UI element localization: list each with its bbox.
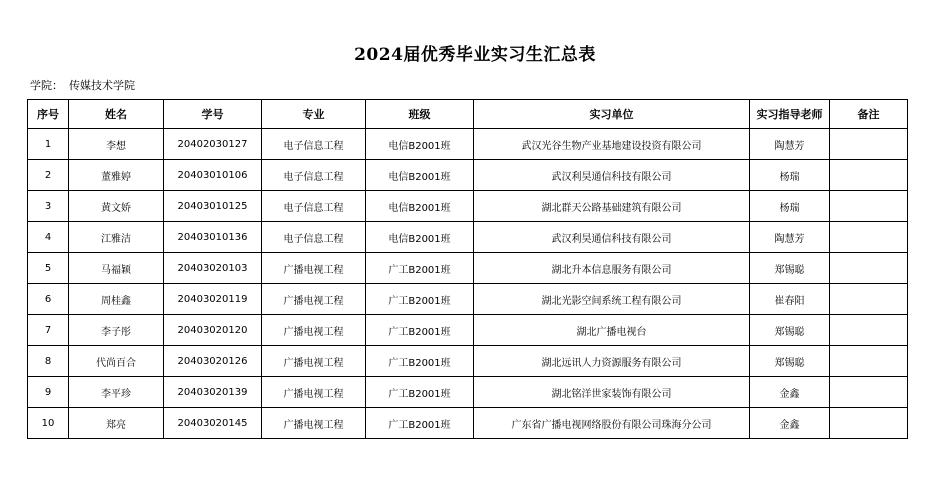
cell-supervisor: 崔春阳 [750, 284, 830, 315]
cell-student-id: 20403020126 [164, 346, 262, 377]
cell-name: 董雅婷 [69, 160, 164, 191]
cell-remarks [830, 160, 908, 191]
cell-class: 广工B2001班 [366, 408, 474, 439]
cell-student-id: 20403010125 [164, 191, 262, 222]
cell-major: 广播电视工程 [262, 408, 366, 439]
cell-student-id: 20403020120 [164, 315, 262, 346]
table-row [28, 222, 908, 253]
table-row [28, 284, 908, 315]
cell-name: 马福颖 [69, 253, 164, 284]
cell-index: 7 [28, 315, 69, 346]
cell-index: 6 [28, 284, 69, 315]
college-label: 学院： [30, 79, 63, 92]
cell-name: 郑亮 [69, 408, 164, 439]
cell-major: 广播电视工程 [262, 253, 366, 284]
table-row [28, 346, 908, 377]
cell-remarks [830, 315, 908, 346]
cell-student-id: 20403020119 [164, 284, 262, 315]
cell-name: 黄文娇 [69, 191, 164, 222]
cell-supervisor: 郑锡聪 [750, 253, 830, 284]
table-row [28, 253, 908, 284]
table-row [28, 315, 908, 346]
cell-index: 4 [28, 222, 69, 253]
cell-remarks [830, 191, 908, 222]
cell-major: 广播电视工程 [262, 377, 366, 408]
table-row [28, 408, 908, 439]
cell-class: 广工B2001班 [366, 346, 474, 377]
cell-company: 武汉利昊通信科技有限公司 [474, 160, 750, 191]
cell-remarks [830, 377, 908, 408]
college-line [30, 77, 135, 93]
table-row [28, 191, 908, 222]
cell-class: 电信B2001班 [366, 222, 474, 253]
cell-major: 电子信息工程 [262, 222, 366, 253]
cell-company: 湖北铭洋世家装饰有限公司 [474, 377, 750, 408]
cell-index: 2 [28, 160, 69, 191]
cell-company: 湖北光影空间系统工程有限公司 [474, 284, 750, 315]
cell-class: 电信B2001班 [366, 129, 474, 160]
cell-student-id: 20403020139 [164, 377, 262, 408]
cell-remarks [830, 253, 908, 284]
cell-name: 周桂鑫 [69, 284, 164, 315]
header-internship-company: 实习单位 [474, 100, 750, 129]
cell-class: 广工B2001班 [366, 284, 474, 315]
table-row [28, 129, 908, 160]
cell-remarks [830, 346, 908, 377]
cell-supervisor: 郑锡聪 [750, 346, 830, 377]
document-title: 2024届优秀毕业实习生汇总表 [354, 45, 596, 65]
cell-company: 湖北群天公路基础建筑有限公司 [474, 191, 750, 222]
header-class: 班级 [366, 100, 474, 129]
cell-name: 李子彤 [69, 315, 164, 346]
cell-index: 9 [28, 377, 69, 408]
cell-index: 10 [28, 408, 69, 439]
cell-student-id: 20403020145 [164, 408, 262, 439]
cell-remarks [830, 222, 908, 253]
cell-name: 江雅洁 [69, 222, 164, 253]
cell-index: 1 [28, 129, 69, 160]
cell-remarks [830, 408, 908, 439]
cell-major: 广播电视工程 [262, 284, 366, 315]
header-supervisor: 实习指导老师 [750, 100, 830, 129]
cell-supervisor: 陶慧芳 [750, 222, 830, 253]
cell-student-id: 20403010106 [164, 160, 262, 191]
cell-major: 电子信息工程 [262, 129, 366, 160]
cell-company: 湖北广播电视台 [474, 315, 750, 346]
header-student-id: 学号 [164, 100, 262, 129]
table-header-row [28, 100, 908, 129]
cell-supervisor: 金鑫 [750, 408, 830, 439]
cell-class: 广工B2001班 [366, 253, 474, 284]
cell-supervisor: 杨瑞 [750, 191, 830, 222]
table-row [28, 377, 908, 408]
cell-major: 广播电视工程 [262, 315, 366, 346]
cell-remarks [830, 284, 908, 315]
cell-student-id: 20402030127 [164, 129, 262, 160]
header-index: 序号 [28, 100, 69, 129]
cell-supervisor: 金鑫 [750, 377, 830, 408]
intern-summary-table [27, 99, 908, 439]
college-value: 传媒技术学院 [69, 79, 135, 92]
cell-name: 代尚百合 [69, 346, 164, 377]
cell-company: 广东省广播电视网络股份有限公司珠海分公司 [474, 408, 750, 439]
cell-supervisor: 杨瑞 [750, 160, 830, 191]
header-major: 专业 [262, 100, 366, 129]
cell-class: 电信B2001班 [366, 191, 474, 222]
cell-company: 湖北升本信息服务有限公司 [474, 253, 750, 284]
cell-name: 李想 [69, 129, 164, 160]
cell-index: 5 [28, 253, 69, 284]
cell-major: 广播电视工程 [262, 346, 366, 377]
cell-index: 3 [28, 191, 69, 222]
cell-company: 武汉利昊通信科技有限公司 [474, 222, 750, 253]
cell-major: 电子信息工程 [262, 191, 366, 222]
cell-student-id: 20403010136 [164, 222, 262, 253]
cell-company: 湖北远讯人力资源服务有限公司 [474, 346, 750, 377]
cell-class: 广工B2001班 [366, 315, 474, 346]
cell-class: 广工B2001班 [366, 377, 474, 408]
cell-supervisor: 郑锡聪 [750, 315, 830, 346]
cell-supervisor: 陶慧芳 [750, 129, 830, 160]
table-row [28, 160, 908, 191]
cell-name: 李平珍 [69, 377, 164, 408]
cell-index: 8 [28, 346, 69, 377]
header-remarks: 备注 [830, 100, 908, 129]
cell-remarks [830, 129, 908, 160]
header-name: 姓名 [69, 100, 164, 129]
cell-student-id: 20403020103 [164, 253, 262, 284]
cell-company: 武汉光谷生物产业基地建设投资有限公司 [474, 129, 750, 160]
cell-class: 电信B2001班 [366, 160, 474, 191]
cell-major: 电子信息工程 [262, 160, 366, 191]
